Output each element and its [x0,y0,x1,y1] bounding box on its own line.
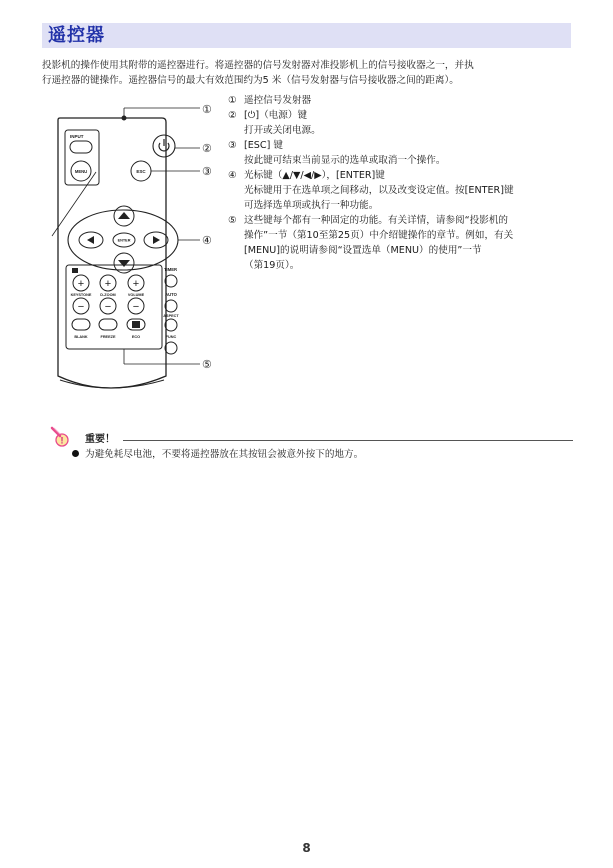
intro-paragraph [42,58,577,88]
dzoom-key-label: D-ZOOM [100,293,116,297]
enter-key-label: ENTER [117,238,131,243]
desc-item-1 [228,93,578,108]
important-note [50,426,575,466]
keystone-minus-key: − [77,301,85,313]
desc-line: 光标键（▲/▼/◀/▶），[ENTER]键 [244,170,385,181]
desc-line: 遥控信号发射器 [244,95,312,106]
aspect-key-label: ASPECT [163,314,179,318]
volume-plus-key: + [132,278,140,290]
desc-num: ⑤ [228,215,237,226]
freeze-key-label: FREEZE [100,335,116,339]
callout-2: ② [202,143,212,155]
desc-line: 打开或关闭电源。 [244,125,321,136]
important-bullet [72,447,363,462]
page-title: 遥控器 [48,25,105,46]
desc-line: [MENU]的说明请参阅“设置选单（MENU）的使用”一节 [244,245,482,256]
timer-key-label: TIMER [164,267,178,272]
desc-num: ② [228,110,237,121]
desc-line: [⏻]（电源）键 [244,110,308,121]
title-bar [42,23,571,48]
desc-line: 光标键用于在选单项之间移动，以及改变设定值。按[ENTER]键 [244,185,514,196]
dzoom-plus-key: + [104,278,112,290]
esc-key-label: ESC [136,169,146,174]
dzoom-minus-key: − [104,301,112,313]
important-label: 重要！ [85,434,115,445]
page-number: 8 [302,841,311,855]
callout-5: ⑤ [202,359,212,371]
key-descriptions [228,93,578,273]
desc-line: 按此键可结束当前显示的选单或取消一个操作。 [244,155,446,166]
callout-4: ④ [202,235,212,247]
keystone-key-label: KEYSTONE [70,293,92,297]
remote-control-diagram [50,100,225,400]
func-key-label: FUNC [165,335,177,339]
desc-item-2 [228,108,578,138]
desc-item-4 [228,168,578,213]
desc-num: ④ [228,170,237,181]
bullet-dot [72,450,79,457]
keystone-plus-key: + [77,278,85,290]
desc-item-3 [228,138,578,168]
volume-key-label: VOLUME [127,293,145,297]
desc-line: [ESC] 键 [244,140,283,151]
desc-line: 这些键每个都有一种固定的功能。有关详情，请参阅“投影机的 [244,215,509,226]
eco-key-label: ECO [131,335,141,339]
callout-1: ① [202,104,212,116]
desc-num: ③ [228,140,237,151]
input-key-label: INPUT [70,134,84,139]
svg-text:!: ! [60,435,64,446]
important-pencil-icon [50,426,84,448]
callout-3: ③ [202,166,212,178]
intro-line: 行遥控器的键操作。遥控器信号的最大有效范围约为5 米（信号发射器与信号接收器之间的距离）。 [42,75,459,86]
menu-key-label: MENU [74,169,88,174]
desc-line: 可选择选单项或执行一种功能。 [244,200,379,211]
important-bullet-text: 为避免耗尽电池，不要将遥控器放在其按钮会被意外按下的地方。 [85,449,364,460]
important-divider [123,440,573,441]
desc-item-5 [228,213,578,273]
blank-key-label: BLANK [74,335,88,339]
desc-line: （第19页）。 [244,260,300,271]
auto-key-label: AUTO [165,292,177,297]
volume-minus-key: − [132,301,140,313]
desc-num: ① [228,95,237,106]
desc-line: 操作”一节（第10至第25页）中介绍键操作的章节。例如，有关 [244,230,514,241]
intro-line: 投影机的操作使用其附带的遥控器进行。将遥控器的信号发射器对准投影机上的信号接收器之一，并执 [42,60,474,71]
